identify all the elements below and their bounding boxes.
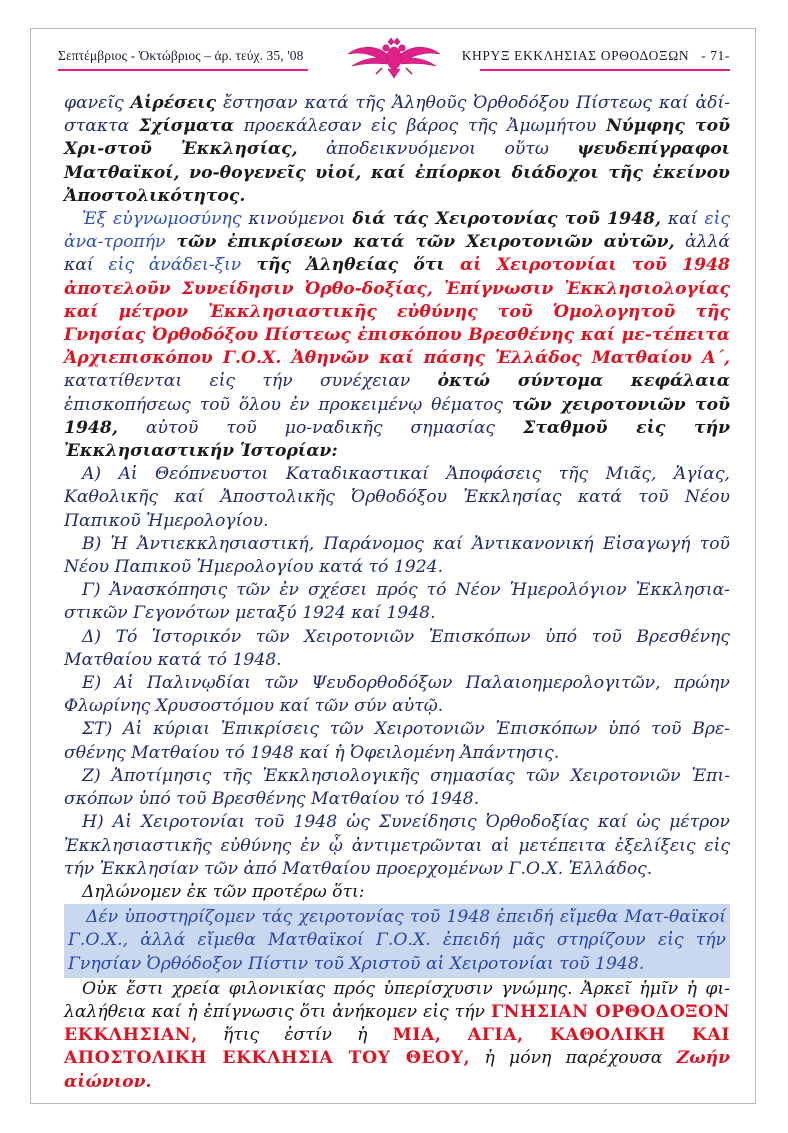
text-run: καί (661, 209, 705, 230)
text-run: τῶν ἐπικρίσεων κατά τῶν Χειροτονιῶν αὐτῶν, (165, 232, 675, 253)
text-run: διά τάς Χειροτονίας τοῦ 1948, (352, 209, 662, 230)
double-headed-eagle-icon (344, 36, 444, 80)
declaration-intro: Δηλώνομεν ἐκ τῶν προτέρω ὅτι: (82, 881, 365, 902)
header-issue-text: Σεπτέμβριος - Ὀκτώβριος – ἀρ. τεύχ. 35, '08 (58, 48, 304, 63)
text-run: ἡ μόνη παρέχουσα (470, 1048, 677, 1069)
page-header (58, 36, 730, 80)
paragraph-1 (64, 92, 730, 208)
text-run: ΓΝΗΣΙΑΝ ΟΡΘΟΔΟΞΟΝ ΕΚΚΛΗΣΙΑΝ, (64, 1001, 730, 1046)
text-run: εἰς ἀνάδει-ξιν (108, 255, 242, 276)
text-run: ψευδεπίγραφοι Ματθαϊκοί, νο-θογενεῖς υἱοί, καί ἐπίορκοι διάδοχοι τῆς ἐκείνου Ἀποστολικότητος. (64, 139, 730, 206)
text-run: ἀποδεικνυόμενοι οὕτω (297, 139, 578, 160)
text-run: αἱ Χειροτονίαι τοῦ 1948 ἀποτελοῦν Συνείδησιν Ὀρθο-δοξίας, Ἐπίγνωσιν Ἐκκλησιολογίας καί μέτρον Ἐκκλησιαστικῆς εὐθύνης τοῦ Ὁμολογητοῦ τῆς Γνησίας Ὀρθοδόξου Πίστεως ἐπισκόπου Βρεσθένης καί με-τέπειτα Ἀρχιεπισκόπου Γ.Ο.Χ. Ἀθηνῶν καί πάσης Ἑλλάδος Ματθαίου Α΄, (64, 255, 730, 369)
paragraph-2 (64, 208, 730, 463)
text-run: Σταθμοῦ εἰς τήν Ἐκκλησιαστικήν Ἱστορίαν: (64, 417, 731, 462)
header-rule-right (480, 69, 730, 71)
text-run: τῆς Ἀληθείας ὅτι (241, 255, 460, 276)
text-run: Ζωήν αἰώνιον. (64, 1048, 730, 1092)
chapter-item: Β) Ἡ Ἀντιεκκλησιαστική, Παράνομος καί Ἀντικανονική Εἰσαγωγή τοῦ Νέου Παπικοῦ Ἡμερολογίου κατά τό 1924. (64, 533, 730, 578)
text-run: Νύμφης τοῦ Χρι-στοῦ Ἐκκλησίας, (64, 116, 730, 160)
text-run: εἰς ἀνα-τροπήν (64, 209, 730, 253)
text-run: ἀλλά καί (64, 232, 730, 276)
chapter-item: Α) Αἱ Θεόπνευστοι Καταδικαστικαί Ἀποφάσεις τῆς Μιᾶς, Ἁγίας, Καθολικῆς καί Ἀποστολικῆς Ὀρθοδόξου Ἐκκλησίας κατά τοῦ Νέου Παπικοῦ Ἡμερολογίου. (64, 464, 730, 531)
chapter-item: Ζ) Ἀποτίμησις τῆς Ἐκκλησιολογικῆς σημασίας τῶν Χειροτονιῶν Ἐπι-σκόπων ὑπό τοῦ Βρεσθένης Ματθαίου τό 1948. (64, 765, 730, 810)
text-run: Αἱρέσεις (130, 93, 217, 113)
text-run: Οὐκ ἔστι χρεία φιλονικίας πρός ὑπερίσχυσιν γνώμης. Ἀρκεῖ ἡμῖν ἡ φι-λαλήθεια καί ἡ ἐπίγνωσις ὅτι ἀνήκομεν εἰς τήν (64, 978, 730, 1022)
text-run: ἔστησαν κατά τῆς Ἀληθοῦς Ὀρθοδόξου Πίστεως καί ἀδί-στακτα (64, 93, 730, 137)
text-run: ΜΙΑ, ΑΓΙΑ, ΚΑΘΟΛΙΚΗ ΚΑΙ ΑΠΟΣΤΟΛΙΚΗ ΕΚΚΛΗΣΙΑ ΤΟΥ ΘΕΟΥ, (64, 1025, 730, 1069)
page-number: - 71- (701, 48, 730, 63)
highlighted-statement: Δέν ὑποστηρίζομεν τάς χειροτονίας τοῦ 1948 ἐπειδή εἴμεθα Ματ-θαϊκοί Γ.Ο.Χ., ἀλλά εἴμεθα Ματθαϊκοί Γ.Ο.Χ. ἐπειδή μᾶς στηρίζουν εἰς τήν Γνησίαν Ὀρθόδοξον Πίστιν τοῦ Χριστοῦ αἱ Χειροτονίαι τοῦ 1948. (64, 904, 730, 978)
text-run: Σχίσματα (138, 116, 234, 137)
chapter-item: ΣΤ) Αἱ κύριαι Ἐπικρίσεις τῶν Χειροτονιῶν Ἐπισκόπων ὑπό τοῦ Βρε-σθένης Ματθαίου τό 1948 καί ἡ Ὀφειλομένη Ἀπάντησις. (64, 719, 730, 763)
text-run: αὐτοῦ τοῦ μο-ναδικῆς σημασίας (117, 417, 524, 438)
text-run: ἥτις ἐστίν ἡ (197, 1025, 393, 1046)
chapter-item: Ε) Αἱ Παλινῳδίαι τῶν Ψευδορθοδόξων Παλαιοημερολογιτῶν, πρώην Φλωρίνης Χρυσοστόμου καί τῶν σύν αὐτῷ. (64, 673, 730, 717)
text-run: προεκάλεσαν εἰς βάρος τῆς Ἀμωμήτου (234, 116, 607, 137)
article-body (64, 92, 730, 1094)
text-run: κινούμενοι (241, 209, 353, 230)
text-run: φανεῖς (64, 93, 131, 113)
chapter-item: Δ) Τό Ἱστορικόν τῶν Χειροτονιῶν Ἐπισκόπων ὑπό τοῦ Βρεσθένης Ματθαίου κατά τό 1948. (64, 626, 730, 670)
text-run: κατατίθενται εἰς τήν συνέχειαν (64, 371, 438, 392)
text-run: ἐπισκοπήσεως τοῦ ὅλου ἐν προκειμένῳ θέματος (64, 394, 512, 415)
header-journal-title (462, 48, 730, 64)
closing-paragraph (64, 978, 730, 1094)
text-run: Ἐξ εὐγνωμοσύνης (82, 209, 242, 230)
header-rule-left (58, 69, 308, 71)
chapter-item: Η) Αἱ Χειροτονίαι τοῦ 1948 ὡς Συνείδησις Ὀρθοδοξίας καί ὡς μέτρον Ἐκκλησιαστικῆς εὐθύνης ἐν ᾧ ἀντιμετρῶνται αἱ μετέπειτα ἐξελίξεις εἰς τήν Ἐκκλησίαν τῶν ἀπό Ματθαίου προερχομένων Γ.Ο.Χ. Ἑλλάδος. (64, 812, 730, 879)
text-run: τῶν χειροτονιῶν τοῦ 1948, (64, 394, 731, 438)
journal-title: ΚΗΡΥΞ ΕΚΚΛΗΣΙΑΣ ΟΡΘΟΔΟΞΩΝ (461, 48, 690, 63)
chapter-item: Γ) Ἀνασκόπησις τῶν ἐν σχέσει πρός τό Νέον Ἡμερολόγιον Ἐκκλησια-στικῶν Γεγονότων μεταξύ 1924 καί 1948. (64, 580, 730, 624)
text-run: ὀκτώ σύντομα κεφάλαια (437, 371, 730, 392)
